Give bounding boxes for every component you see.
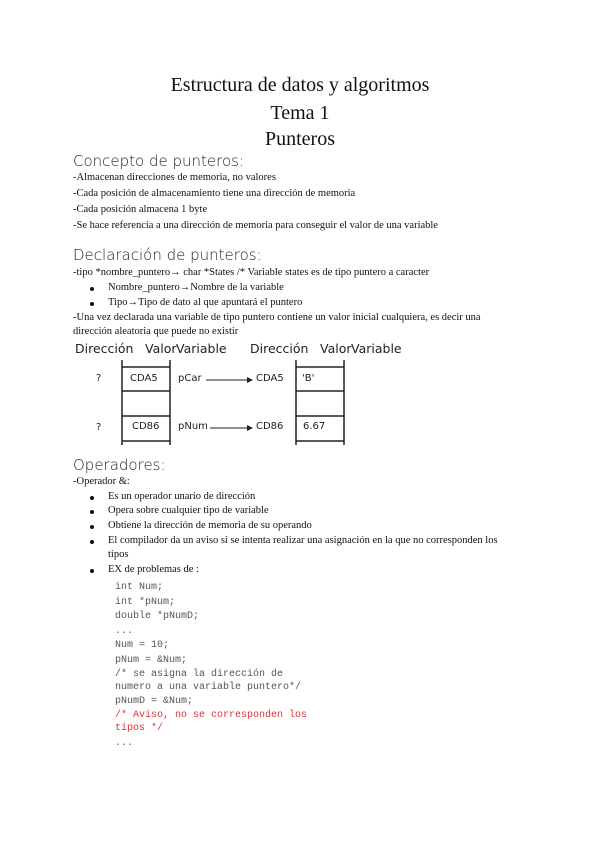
- text-line: -Cada posición de almacenamiento tiene una dirección de memoria: [73, 188, 356, 199]
- code-line: int *pNum;: [115, 597, 176, 608]
- doc-subtitle: Tema 1: [270, 102, 330, 124]
- diagram-header: Dirección: [75, 341, 134, 356]
- text-line: -Una vez declarada una variable de tipo puntero contiene un valor inicial cualquiera, es decir una: [73, 312, 481, 323]
- text-line: tipos: [108, 549, 129, 560]
- diagram-header: Valor: [320, 341, 352, 356]
- doc-topic: Punteros: [265, 128, 335, 150]
- text-line: -tipo *nombre_puntero→ char *States /* Variable states es de tipo puntero a caracter: [73, 267, 430, 278]
- diagram-header: Dirección: [250, 341, 309, 356]
- code-line: double *pNumD;: [115, 611, 200, 622]
- code-line: int Num;: [115, 582, 164, 593]
- code-warning-comment: /* Aviso, no se corresponden los: [115, 710, 308, 721]
- bullet-item: El compilador da un aviso si se intenta realizar una asignación en la que no corresponden los: [108, 535, 498, 546]
- diagram-header: Valor: [145, 341, 177, 356]
- code-line: ...: [115, 738, 134, 749]
- code-comment: /* se asigna la dirección de: [115, 669, 284, 680]
- cell-value: 'B': [302, 373, 315, 384]
- address: CD86: [256, 421, 284, 432]
- bullet-item: Obtiene la dirección de memoria de su operando: [108, 520, 312, 531]
- text-line: -Se hace referencia a una dirección de memoria para conseguir el valor de una variable: [73, 220, 438, 231]
- text-line: -Operador &:: [73, 476, 130, 487]
- address-unknown: ?: [96, 422, 102, 433]
- heading-declaracion: Declaración de punteros:: [73, 246, 262, 264]
- code-comment: numero a una variable puntero*/: [115, 682, 302, 693]
- code-line: Num = 10;: [115, 640, 170, 651]
- cell-value: CD86: [132, 421, 160, 432]
- heading-concepto: Concepto de punteros:: [73, 152, 245, 170]
- variable-name: pNum: [178, 421, 208, 432]
- text-line: -Cada posición almacena 1 byte: [73, 204, 208, 215]
- cell-value: CDA5: [130, 373, 158, 384]
- bullet-item: Nombre_puntero→Nombre de la variable: [108, 282, 284, 293]
- doc-title: Estructura de datos y algoritmos: [170, 74, 430, 96]
- text-line: -Almacenan direcciones de memoria, no valores: [73, 172, 276, 183]
- bullet-item: Tipo→Tipo de dato al que apuntará el puntero: [108, 297, 303, 308]
- diagram-header: Variable: [351, 341, 402, 356]
- text-line: dirección aleatoria que puede no existir: [73, 326, 239, 337]
- bullet-item: EX de problemas de :: [108, 564, 199, 575]
- code-line: pNumD = &Num;: [115, 696, 194, 707]
- code-line: pNum = &Num;: [115, 655, 188, 666]
- bullet-item: Es un operador unario de dirección: [108, 491, 256, 502]
- code-line: ...: [115, 626, 134, 637]
- diagram-header: Variable: [176, 341, 227, 356]
- bullet-item: Opera sobre cualquier tipo de variable: [108, 505, 269, 516]
- address-unknown: ?: [96, 373, 102, 384]
- heading-operadores: Operadores:: [73, 456, 166, 474]
- cell-value: 6.67: [303, 421, 326, 432]
- address: CDA5: [256, 373, 284, 384]
- variable-name: pCar: [178, 373, 202, 384]
- code-warning-comment: tipos */: [115, 723, 164, 734]
